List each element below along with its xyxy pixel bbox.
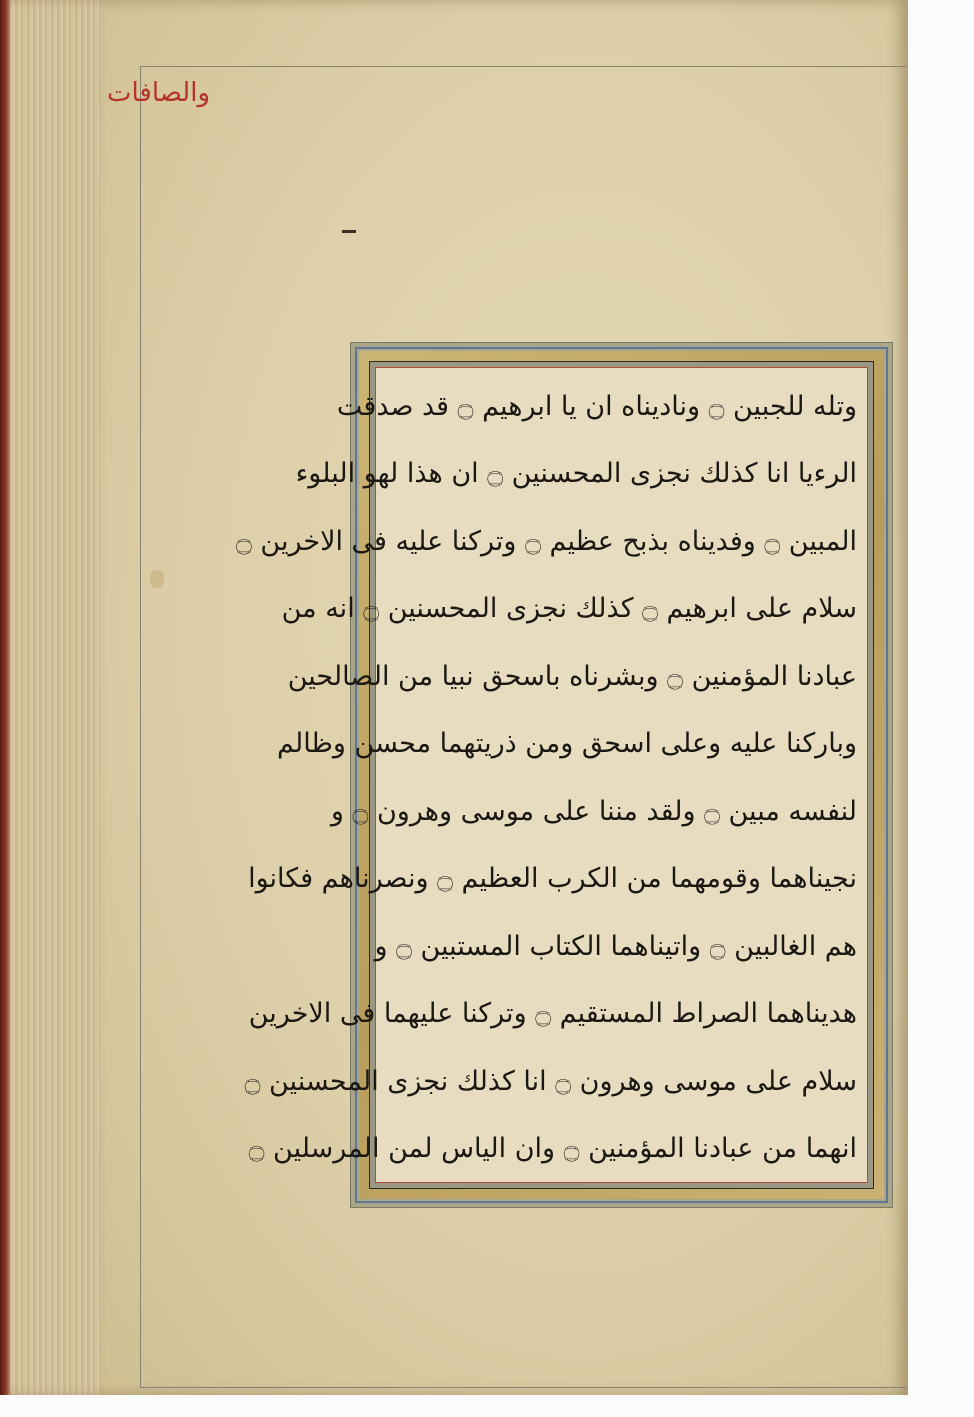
text-block [236,367,868,1183]
verse-text: وتله للجبين ۝ وناديناه ان يا ابرهيم ۝ قد صدقت [336,390,857,422]
verse-text: المبين ۝ وفديناه بذبح عظيم ۝ وتركنا عليه فى الاخرين ۝ [236,525,857,557]
verse-text: الرءيا انا كذلك نجزى المحسنين ۝ ان هذا لهو البلوء [295,458,857,489]
verse-text: لنفسه مبين ۝ ولقد مننا على موسى وهرون ۝ و [330,795,857,827]
text-line [244,1051,857,1111]
verse-text: هديناهما الصراط المستقيم ۝ وتركنا عليهما فى الاخرين [248,998,857,1029]
text-line [374,916,857,976]
verse-text: نجيناهما وقومهما من الكرب العظيم ۝ ونصرناهم فكانوا [248,863,857,894]
paper-stain [150,570,164,588]
text-line [248,1119,857,1179]
book-binding [0,0,10,1395]
scan-margin-bottom [0,1395,908,1417]
verse-text: عبادنا المؤمنين ۝ وبشرناه باسحق نبيا من الصالحين [287,660,857,692]
verse-text: وباركنا عليه وعلى اسحق ومن ذريتهما محسن وظالم [277,728,857,759]
text-line [287,646,857,706]
text-line [236,511,857,571]
text-line [336,376,857,436]
text-line [248,984,857,1044]
text-lines [236,376,857,1174]
text-line [281,579,857,639]
ink-mark [342,230,356,233]
verse-text: سلام على ابرهيم ۝ كذلك نجزى المحسنين ۝ انه من [281,593,857,624]
verse-text: انهما من عبادنا المؤمنين ۝ وان الياس لمن المرسلين ۝ [248,1133,857,1164]
text-line [277,714,857,774]
text-line [330,781,857,841]
illuminated-text-panel [236,342,893,1208]
text-line [295,444,857,504]
text-line [248,849,857,909]
verse-text: هم الغالبين ۝ واتيناهما الكتاب المستبين ۝ و [374,930,857,962]
scan-margin-right [908,0,974,1417]
surah-catchword: والصافات [107,78,210,108]
verse-text: سلام على موسى وهرون ۝ انا كذلك نجزى المحسنين ۝ [244,1065,857,1097]
